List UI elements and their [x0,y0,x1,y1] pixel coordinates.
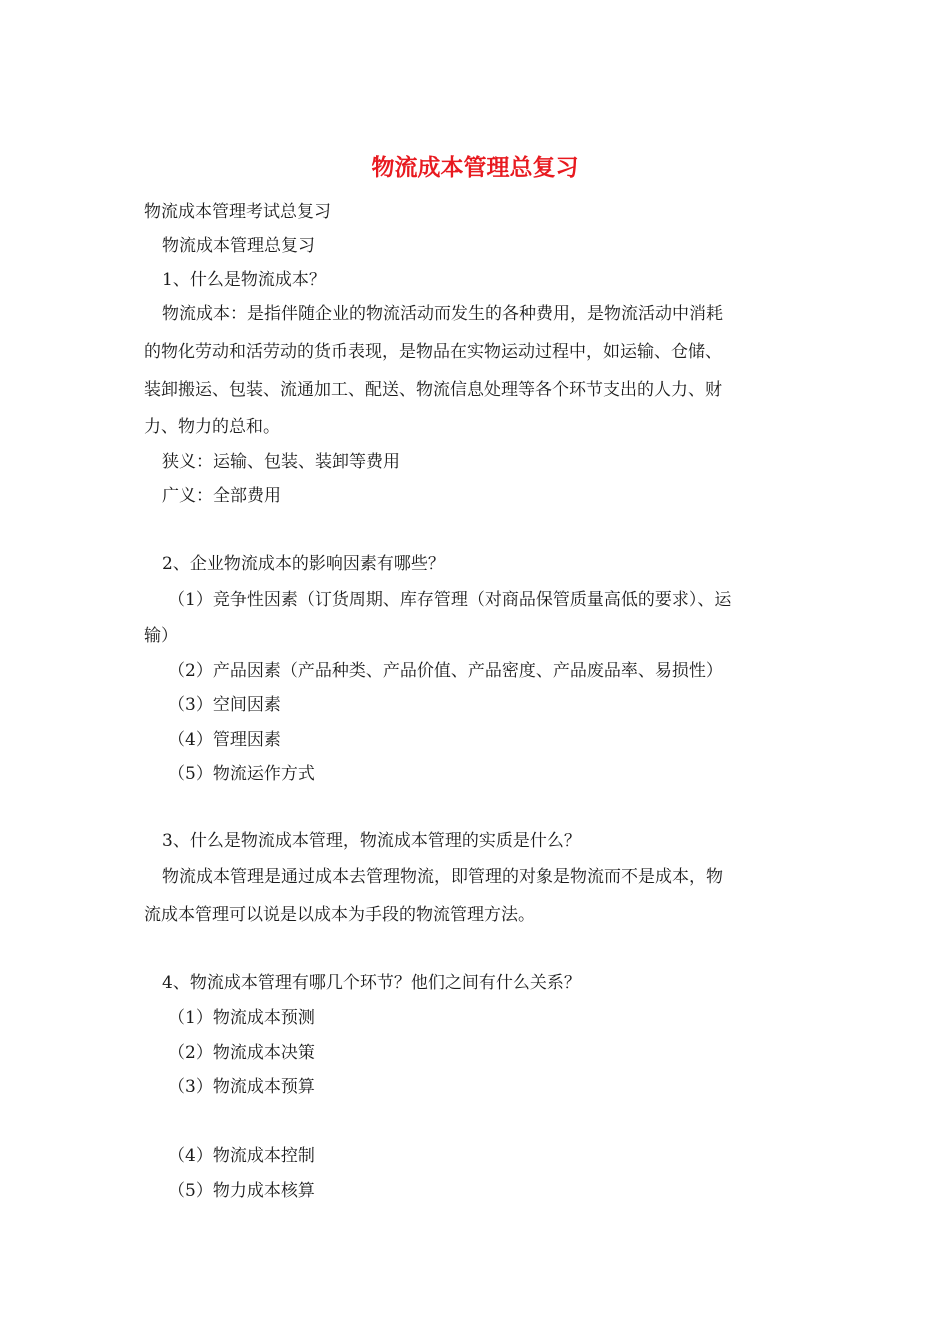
q4-item: （5）物力成本核算 [168,1181,315,1201]
q2-item: （2）产品因素（产品种类、产品价值、产品密度、产品废品率、易损性） [168,661,723,681]
q2-item: 输） [144,626,178,646]
q1-answer-line: 力、物力的总和。 [144,417,280,437]
q3-question: 3、什么是物流成本管理，物流成本管理的实质是什么？ [162,831,581,851]
q4-item: （4）物流成本控制 [168,1146,315,1166]
q4-item: （3）物流成本预算 [168,1077,315,1097]
subheading: 物流成本管理总复习 [162,236,315,256]
q3-answer-line: 流成本管理可以说是以成本为手段的物流管理方法。 [144,905,535,925]
q4-question: 4、物流成本管理有哪几个环节？他们之间有什么关系？ [162,973,581,993]
q2-question: 2、企业物流成本的影响因素有哪些？ [162,554,445,574]
heading: 物流成本管理考试总复习 [144,202,331,222]
q4-item: （1）物流成本预测 [168,1008,315,1028]
q1-broad: 广义：全部费用 [162,486,281,506]
q1-question: 1、什么是物流成本？ [162,270,326,290]
q1-answer-line: 物流成本：是指伴随企业的物流活动而发生的各种费用，是物流活动中消耗 [162,304,723,324]
document-title: 物流成本管理总复习 [371,155,579,181]
q4-item: （2）物流成本决策 [168,1043,315,1063]
q2-item: （4）管理因素 [168,730,281,750]
q2-item: （1）竞争性因素（订货周期、库存管理（对商品保管质量高低的要求）、运 [168,590,732,610]
q3-answer-line: 物流成本管理是通过成本去管理物流，即管理的对象是物流而不是成本，物 [162,867,723,887]
q2-item: （5）物流运作方式 [168,764,315,784]
q1-answer-line: 的物化劳动和活劳动的货币表现，是物品在实物运动过程中，如运输、仓储、 [144,342,722,362]
q1-narrow: 狭义：运输、包装、装卸等费用 [162,452,400,472]
q1-answer-line: 装卸搬运、包装、流通加工、配送、物流信息处理等各个环节支出的人力、财 [144,380,722,400]
q2-item: （3）空间因素 [168,695,281,715]
